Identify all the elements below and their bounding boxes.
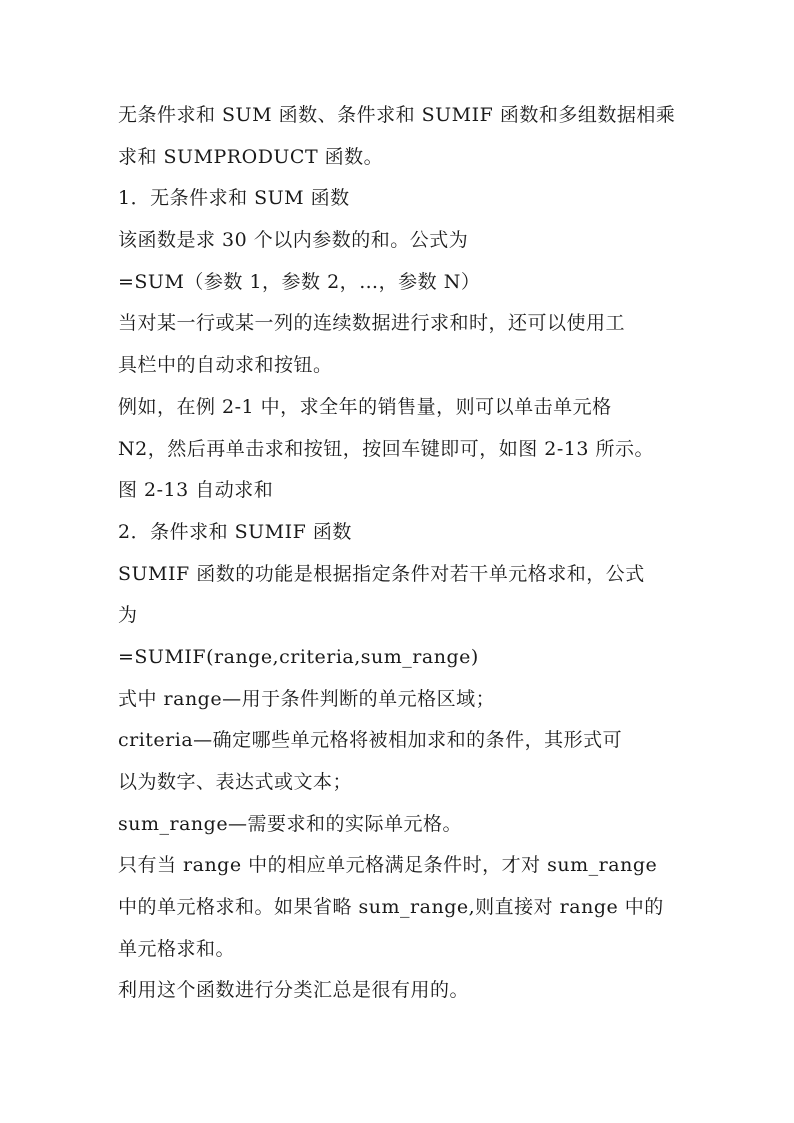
text-line: SUMIF 函数的功能是根据指定条件对若干单元格求和，公式 xyxy=(118,562,645,585)
text-line: 为 xyxy=(118,604,138,627)
text-line: 利用这个函数进行分类汇总是很有用的。 xyxy=(118,979,470,1002)
figure-caption: 图 2-13 自动求和 xyxy=(118,479,274,502)
text-line: 中的单元格求和。如果省略 sum_range,则直接对 range 中的 xyxy=(118,896,664,919)
formula-line: =SUM（参数 1，参数 2，…，参数 N） xyxy=(118,270,481,293)
text-line: 式中 range—用于条件判断的单元格区域； xyxy=(118,687,496,710)
text-line: 无条件求和 SUM 函数、条件求和 SUMIF 函数和多组数据相乘 xyxy=(118,104,676,126)
section-heading: 2．条件求和 SUMIF 函数 xyxy=(118,520,352,543)
text-line: 当对某一行或某一列的连续数据进行求和时，还可以使用工 xyxy=(118,312,626,335)
text-line: criteria—确定哪些单元格将被相加求和的条件，其形式可 xyxy=(118,729,623,752)
text-line: 例如，在例 2-1 中，求全年的销售量，则可以单击单元格 xyxy=(118,395,612,418)
text-line: sum_range—需要求和的实际单元格。 xyxy=(118,812,463,835)
text-line: 单元格求和。 xyxy=(118,937,236,960)
text-line: 求和 SUMPRODUCT 函数。 xyxy=(118,145,384,168)
text-line: 该函数是求 30 个以内参数的和。公式为 xyxy=(118,229,469,252)
formula-line: =SUMIF(range,criteria,sum_range) xyxy=(118,645,479,668)
section-heading: 1．无条件求和 SUM 函数 xyxy=(118,187,350,210)
text-line: 以为数字、表达式或文本； xyxy=(118,771,353,793)
text-line: 只有当 range 中的相应单元格满足条件时，才对 sum_range xyxy=(118,854,658,877)
text-line: N2，然后再单击求和按钮，按回车键即可，如图 2-13 所示。 xyxy=(118,437,654,460)
text-line: 具栏中的自动求和按钮。 xyxy=(118,354,333,377)
document-body xyxy=(118,95,688,1012)
